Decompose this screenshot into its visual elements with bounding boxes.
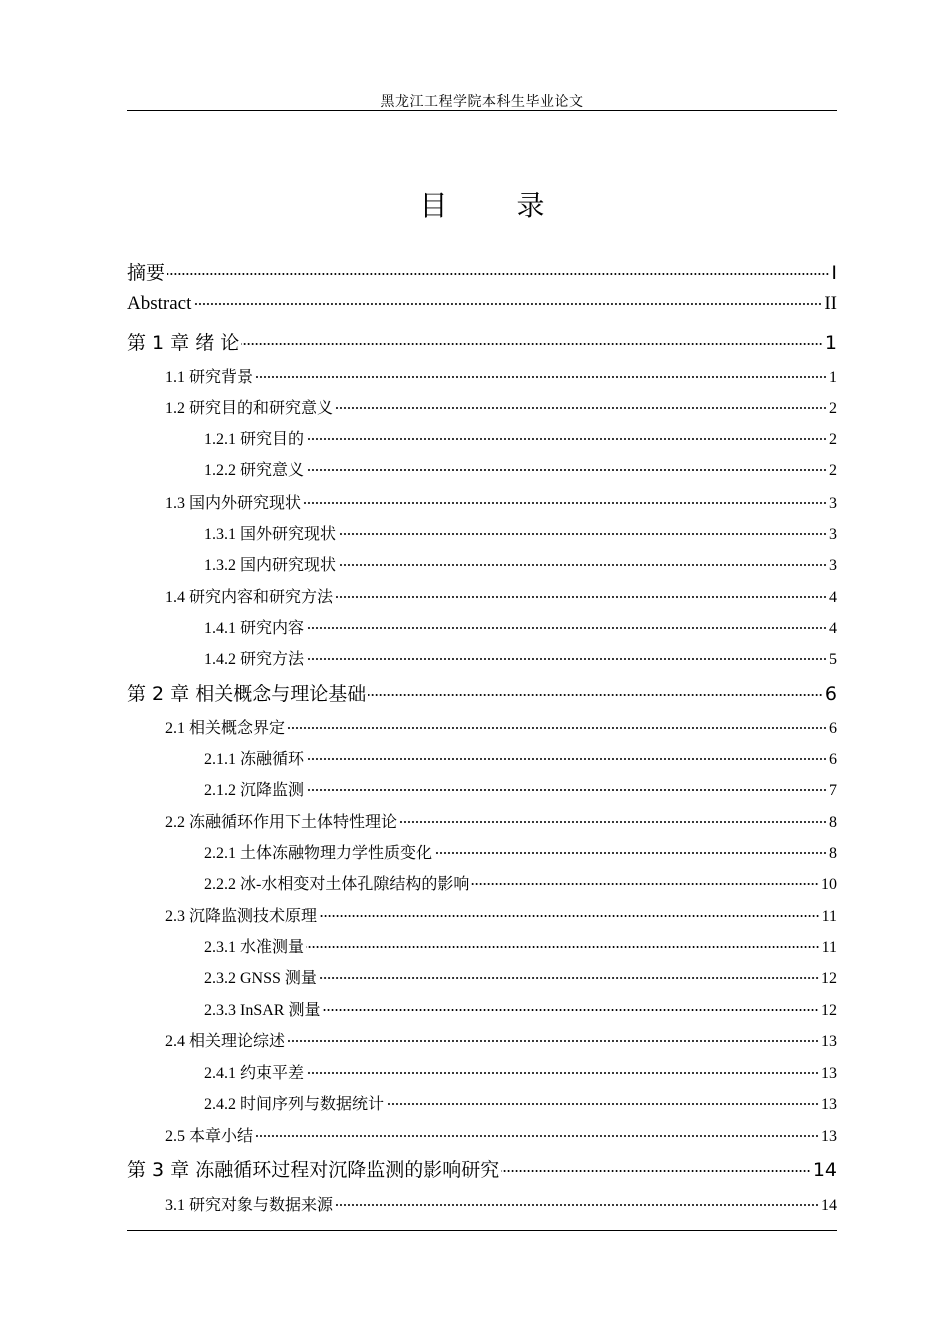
- toc-leader-dots: [255, 1134, 819, 1138]
- toc-entry-label: 1.1 研究背景: [165, 369, 254, 386]
- toc-entry-label: 1.4.2 研究方法: [204, 651, 305, 668]
- toc-leader-dots: [399, 820, 827, 824]
- toc-entry[interactable]: [127, 328, 837, 355]
- toc-leader-dots: [306, 657, 827, 661]
- toc-entry-page: 10: [821, 876, 837, 893]
- toc-entry-page: 4: [829, 589, 837, 606]
- toc-entry[interactable]: [165, 395, 837, 418]
- toc-entry-label: 1.3 国内外研究现状: [165, 495, 302, 512]
- toc-entry-page: 3: [829, 526, 837, 543]
- toc-entry[interactable]: [165, 715, 837, 738]
- toc-leader-dots: [287, 726, 827, 730]
- toc-entry[interactable]: [204, 457, 837, 480]
- toc-entry-page: 13: [821, 1096, 837, 1113]
- toc-entry-page: I: [831, 262, 837, 284]
- toc-entry-page: 11: [821, 908, 837, 925]
- toc-leader-dots: [306, 757, 827, 761]
- toc-leader-dots: [303, 501, 827, 505]
- toc-entry-label: 1.3.2 国内研究现状: [204, 557, 337, 574]
- toc-entry-label: 2.3.1 水准测量: [204, 939, 305, 956]
- toc-entry-page: 2: [829, 400, 837, 417]
- toc-leader-dots: [306, 468, 827, 472]
- toc-leader-dots: [338, 532, 827, 536]
- toc-entry-label: 2.2.1 土体冻融物理力学性质变化: [204, 845, 433, 862]
- toc-entry[interactable]: [204, 521, 837, 544]
- toc-entry[interactable]: [204, 426, 837, 449]
- toc-entry[interactable]: [204, 615, 837, 638]
- toc-entry-label: 第 3 章 冻融循环过程对沉降监测的影响研究: [127, 1159, 500, 1181]
- toc-leader-dots: [368, 693, 823, 697]
- page-header-title: 黑龙江工程学院本科生毕业论文: [380, 94, 584, 110]
- toc-entry-page: II: [824, 293, 837, 314]
- toc-entry-label: Abstract: [127, 293, 192, 314]
- toc-entry-page: 3: [829, 495, 837, 512]
- toc-leader-dots: [322, 1008, 819, 1012]
- toc-leader-dots: [471, 882, 819, 886]
- toc-entry-label: 2.3.2 GNSS 测量: [204, 970, 317, 987]
- toc-leader-dots: [319, 914, 820, 918]
- toc-entry-page: 12: [821, 970, 837, 987]
- toc-entry[interactable]: [165, 364, 837, 387]
- toc-leader-dots: [167, 272, 829, 276]
- toc-entry-label: 1.3.1 国外研究现状: [204, 526, 337, 543]
- toc-entry[interactable]: [204, 552, 837, 575]
- toc-entry-label: 3.1 研究对象与数据来源: [165, 1197, 334, 1214]
- footer-rule: [127, 1230, 837, 1231]
- toc-entry-label: 1.4.1 研究内容: [204, 620, 305, 637]
- toc-entry-page: 14: [812, 1159, 837, 1181]
- toc-leader-dots: [306, 626, 827, 630]
- toc-entry-page: 13: [821, 1128, 837, 1145]
- toc-leader-dots: [306, 788, 827, 792]
- toc-entry[interactable]: [165, 1028, 837, 1051]
- toc-entry-label: 2.4.2 时间序列与数据统计: [204, 1096, 385, 1113]
- toc-entry-page: 6: [829, 720, 837, 737]
- toc-entry-page: 4: [829, 620, 837, 637]
- toc-leader-dots: [306, 1071, 819, 1075]
- header-rule: [127, 110, 837, 111]
- toc-leader-dots: [335, 595, 827, 599]
- toc-entry[interactable]: [127, 258, 837, 285]
- toc-entry-page: 11: [821, 939, 837, 956]
- toc-leader-dots: [306, 945, 820, 949]
- toc-entry[interactable]: [204, 777, 837, 800]
- toc-entry[interactable]: [204, 840, 837, 863]
- toc-entry-label: 1.2.1 研究目的: [204, 431, 305, 448]
- toc-entry-label: 2.3 沉降监测技术原理: [165, 908, 318, 925]
- toc-entry[interactable]: [204, 1060, 837, 1083]
- toc-entry[interactable]: [204, 965, 837, 988]
- toc-entry-label: 第 1 章 绪 论: [127, 332, 240, 354]
- toc-entry-page: 8: [829, 845, 837, 862]
- toc-leader-dots: [287, 1039, 819, 1043]
- toc-entry-label: 1.2 研究目的和研究意义: [165, 400, 334, 417]
- toc-leader-dots: [255, 375, 827, 379]
- toc-title: 目 录: [419, 189, 575, 222]
- toc-entry[interactable]: [127, 679, 837, 706]
- toc-entry-label: 2.4.1 约束平差: [204, 1065, 305, 1082]
- toc-leader-dots: [306, 437, 827, 441]
- toc-entry-page: 6: [829, 751, 837, 768]
- toc-entry-label: 1.2.2 研究意义: [204, 462, 305, 479]
- toc-entry[interactable]: [127, 293, 837, 315]
- toc-entry-page: 12: [821, 1002, 837, 1019]
- toc-entry-page: 3: [829, 557, 837, 574]
- toc-entry-label: 2.1.1 冻融循环: [204, 751, 305, 768]
- toc-entry[interactable]: [204, 997, 837, 1020]
- toc-leader-dots: [338, 563, 827, 567]
- toc-leader-dots: [241, 342, 823, 346]
- toc-entry[interactable]: [204, 746, 837, 769]
- toc-entry[interactable]: [165, 584, 837, 607]
- toc-entry[interactable]: [165, 1123, 837, 1146]
- toc-entry-label: 摘要: [127, 262, 166, 284]
- toc-leader-dots: [501, 1169, 811, 1173]
- toc-entry-label: 2.3.3 InSAR 测量: [204, 1002, 321, 1019]
- toc-entry-label: 2.2.2 冰-水相变对土体孔隙结构的影响: [204, 876, 470, 893]
- toc-leader-dots: [434, 851, 827, 855]
- toc-entry-label: 2.5 本章小结: [165, 1128, 254, 1145]
- toc-entry-page: 2: [829, 462, 837, 479]
- toc-entry-page: 1: [829, 369, 837, 386]
- toc-entry-label: 2.1 相关概念界定: [165, 720, 286, 737]
- toc-entry[interactable]: [204, 1091, 837, 1114]
- toc-entry-page: 6: [824, 683, 837, 705]
- toc-entry-label: 2.2 冻融循环作用下土体特性理论: [165, 814, 398, 831]
- toc-entry[interactable]: [165, 809, 837, 832]
- toc-entry[interactable]: [204, 871, 837, 894]
- toc-leader-dots: [319, 976, 819, 980]
- toc-entry-page: 1: [824, 332, 837, 354]
- toc-leader-dots: [335, 1203, 819, 1207]
- toc-entry-page: 2: [829, 431, 837, 448]
- toc-leader-dots: [193, 302, 822, 306]
- toc-entry[interactable]: [165, 1192, 837, 1215]
- toc-entry[interactable]: [127, 1155, 837, 1182]
- toc-entry-page: 13: [821, 1033, 837, 1050]
- toc-entry-page: 7: [829, 782, 837, 799]
- toc-entry-label: 第 2 章 相关概念与理论基础: [127, 683, 367, 705]
- toc-entry-page: 14: [821, 1197, 837, 1214]
- toc-entry[interactable]: [165, 490, 837, 513]
- toc-entry[interactable]: [204, 934, 837, 957]
- toc-entry[interactable]: [165, 903, 837, 926]
- toc-entry-page: 5: [829, 651, 837, 668]
- toc-entry-label: 2.1.2 沉降监测: [204, 782, 305, 799]
- toc-leader-dots: [335, 406, 827, 410]
- toc-entry-page: 8: [829, 814, 837, 831]
- toc-entry-page: 13: [821, 1065, 837, 1082]
- toc-entry-label: 1.4 研究内容和研究方法: [165, 589, 334, 606]
- toc-entry[interactable]: [204, 646, 837, 669]
- toc-leader-dots: [386, 1102, 819, 1106]
- toc-entry-label: 2.4 相关理论综述: [165, 1033, 286, 1050]
